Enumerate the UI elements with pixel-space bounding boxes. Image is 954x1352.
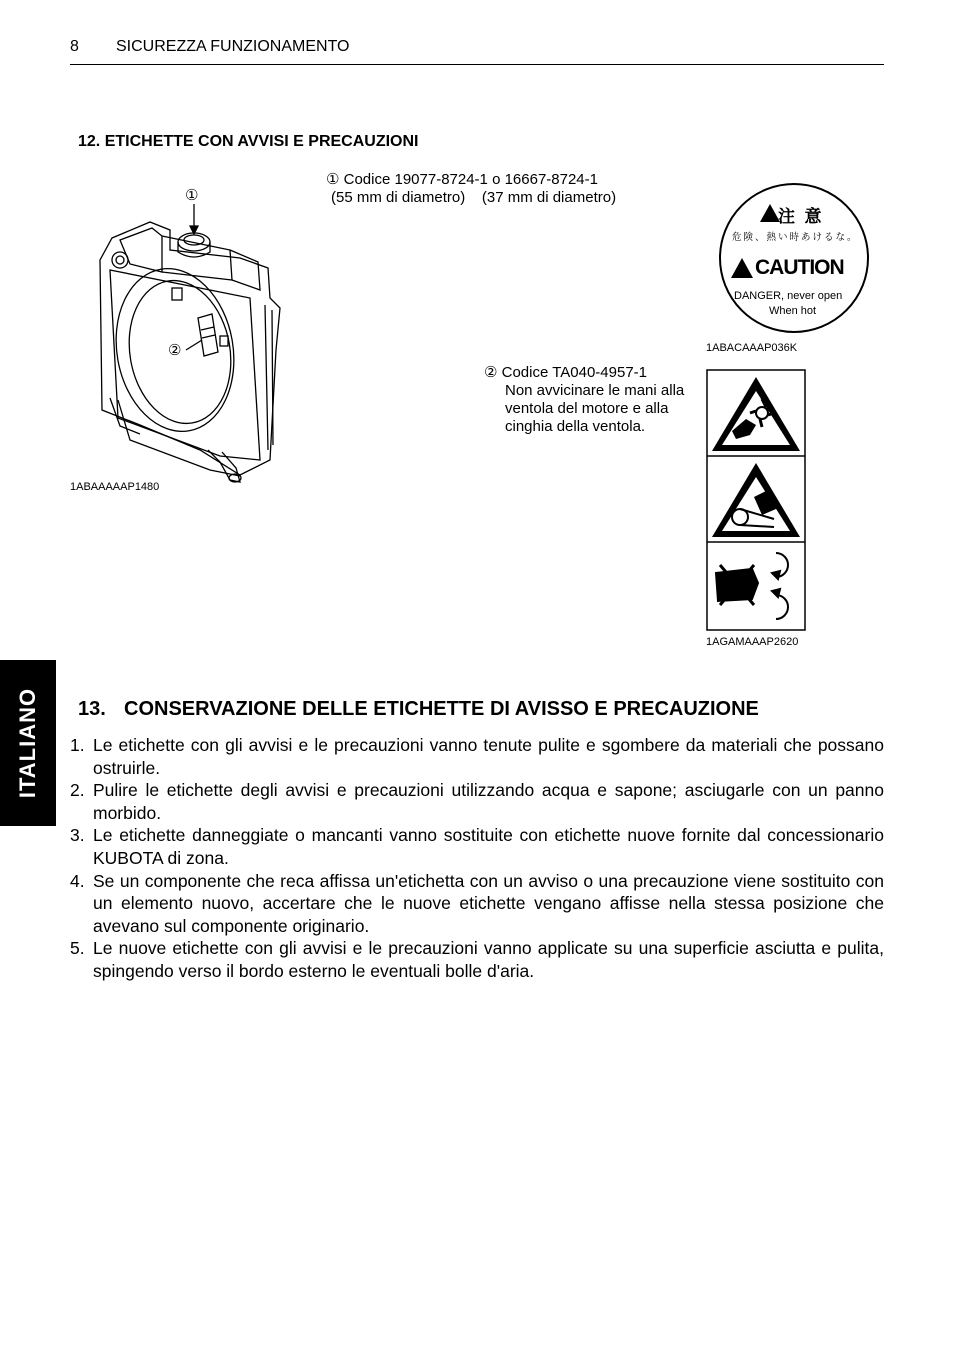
page-number: 8 [70, 38, 79, 55]
label2-text-line: ventola del motore e alla [505, 400, 669, 417]
label2-text-line: cinghia della ventola. [505, 418, 646, 435]
section-13-number: 13. [78, 698, 106, 720]
list-item: 4. Se un componente che reca affissa un'etichetta con un avviso o una precauzione viene sostituito con un elemento nuovo, accertare che le nuove etichette vengano affisse nella stessa posizione che avevano sul componente originario. [70, 870, 884, 936]
label2-caption-line1 [484, 364, 647, 382]
list-item: 2. Pulire le etichette degli avvisi e precauzioni utilizzando acqua e sapone; asciugarle con un panno morbido. [70, 780, 884, 823]
section-12-title: 12. ETICHETTE CON AVVISI E PRECAUZIONI [78, 133, 419, 150]
label1-caption-line1 [326, 171, 598, 189]
maintenance-list [70, 734, 884, 983]
fan-belt-warning-sticker [706, 369, 806, 631]
list-item: 1. Le etichette con gli avvisi e le precauzioni vanno tenute pulite e sgombere da materiali che possano ostruirle. [70, 735, 884, 778]
radiator-callout-1: ① [185, 187, 199, 204]
sticker-jp-title: 注 意 [778, 207, 822, 226]
sticker-line1: DANGER, never open [734, 290, 843, 302]
list-item: 3. Le etichette danneggiate o mancanti vanno sostituite con etichette nuove fornite dal concessionario KUBOTA di zona. [70, 825, 884, 868]
language-side-tab [0, 660, 56, 826]
no-hands-rotation-icon [716, 553, 788, 619]
running-header-section: SICUREZZA FUNZIONAMENTO [116, 38, 350, 55]
sticker-line2: When hot [769, 305, 817, 317]
fan-hand-warning-icon [712, 377, 800, 451]
header-rule [70, 64, 884, 65]
label2-figure-code: 1AGAMAAAP2620 [706, 636, 799, 648]
label1-code: Codice 19077-8724-1 o 16667-8724-1 [343, 171, 598, 188]
label1-marker: ① [326, 171, 340, 188]
label2-marker: ② [484, 364, 498, 381]
list-item: 5. Le nuove etichette con gli avvisi e le precauzioni vanno applicate su una superficie asciutta e pulita, spingendo verso il bordo esterno le eventuali bolle d'aria. [70, 938, 884, 981]
radiator-figure-code: 1ABAAAAAP1480 [70, 481, 160, 493]
belt-hand-warning-icon [712, 463, 800, 537]
sticker-caution-word: CAUTION [755, 256, 844, 279]
radiator-illustration [90, 180, 290, 490]
radiator-callout-2: ② [168, 342, 182, 359]
section-13-title: CONSERVAZIONE DELLE ETICHETTE DI AVISSO E PRECAUZIONE [124, 698, 759, 720]
label2-text-line: Non avvicinare le mani alla [505, 382, 685, 399]
label1-figure-code: 1ABACAAAP036K [706, 342, 798, 354]
language-side-tab-label: ITALIANO [15, 687, 40, 799]
label2-code: Codice TA040-4957-1 [501, 364, 647, 381]
sticker-jp-text: 危険、熱い時あけるな。 [732, 232, 859, 243]
label1-diameters: (55 mm di diametro) (37 mm di diametro) [331, 189, 617, 206]
